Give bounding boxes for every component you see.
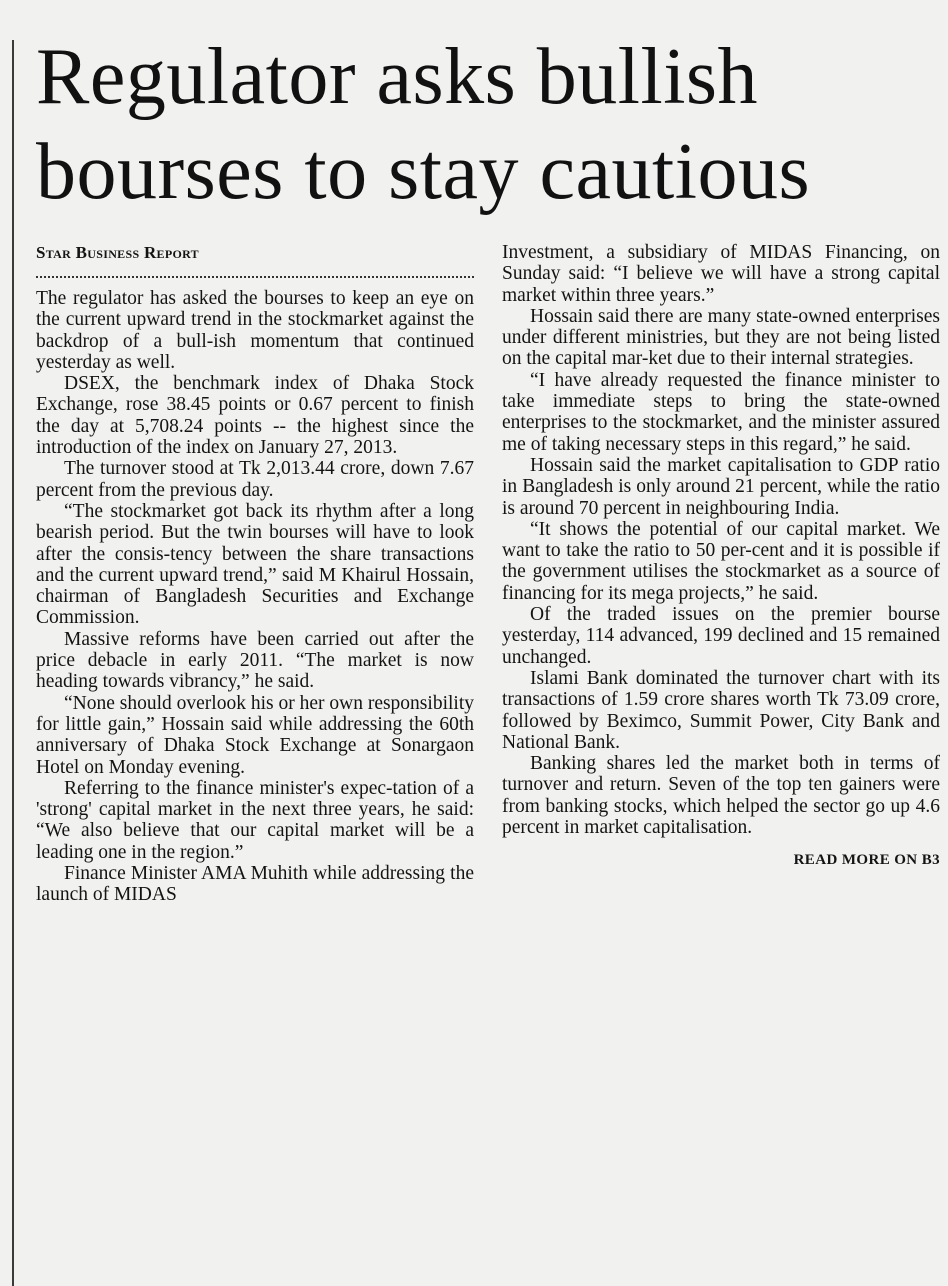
article-column-right <box>502 242 940 906</box>
paragraph: DSEX, the benchmark index of Dhaka Stock Exchange, rose 38.45 points or 0.67 percent to finish the day at 5,708.24 points -- the highest since the introduction of the index on January 27, 2013. <box>36 373 474 459</box>
left-column-rule <box>12 40 14 1286</box>
article-column-left <box>36 242 474 906</box>
paragraph: Massive reforms have been carried out after the price debacle in early 2011. “The market is now heading towards vibrancy,” he said. <box>36 628 474 693</box>
paragraph: Of the traded issues on the premier bourse yesterday, 114 advanced, 199 declined and 15 remained unchanged. <box>502 604 940 668</box>
paragraph: Hossain said there are many state-owned enterprises under different ministries, but they are not being listed on the capital mar-ket due to their internal strategies. <box>502 305 940 370</box>
paragraph: The regulator has asked the bourses to keep an eye on the current upward trend in the stockmarket against the backdrop of a bull-ish momentum that continued yesterday as well. <box>36 288 474 373</box>
headline <box>36 30 936 220</box>
paragraph: The turnover stood at Tk 2,013.44 crore, down 7.67 percent from the previous day. <box>36 458 474 501</box>
paragraph: Hossain said the market capitalisation to GDP ratio in Bangladesh is only around 21 percent, while the ratio is around 70 percent in neighbouring India. <box>502 454 940 519</box>
paragraph: Banking shares led the market both in terms of turnover and return. Seven of the top ten gainers were from banking stocks, which helped the sector go up 4.6 percent in market capitalisation. <box>502 753 940 839</box>
paragraph: Finance Minister AMA Muhith while addressing the launch of MIDAS <box>36 863 474 906</box>
byline: Star Business Report <box>36 243 199 262</box>
paragraph: “I have already requested the finance minister to take immediate steps to bring the state-owned enterprises to the stockmarket, and the minister assured me of taking necessary steps in this regard,” he said. <box>502 369 940 455</box>
paragraph: “It shows the potential of our capital market. We want to take the ratio to 50 per-cent and it is possible if the government utilises the stockmarket as a source of financing for its mega projects,” he said. <box>502 518 940 604</box>
read-more-link[interactable]: READ MORE ON B3 <box>793 852 940 869</box>
paragraph: “None should overlook his or her own responsibility for little gain,” Hossain said while addressing the 60th anniversary of Dhaka Stock Exchange at Sonargaon Hotel on Monday evening. <box>36 692 474 778</box>
paragraph: “The stockmarket got back its rhythm after a long bearish period. But the twin bourses will have to look after the consis-tency between the share transactions and the current upward trend,” said M Khairul Hossain, chairman of Bangladesh Securities and Exchange Commission. <box>36 500 474 629</box>
article-body <box>36 242 940 906</box>
paragraph: Referring to the finance minister's expec-tation of a 'strong' capital market in the next three years, he said: “We also believe that our capital market will be a leading one in the region.” <box>36 777 474 863</box>
headline-line-1: Regulator asks bullish <box>36 33 759 121</box>
headline-line-2: bourses to stay cautious <box>36 128 811 216</box>
dotted-divider <box>36 272 474 278</box>
paragraph: Investment, a subsidiary of MIDAS Financing, on Sunday said: “I believe we will have a strong capital market within three years.” <box>502 242 940 306</box>
paragraph: Islami Bank dominated the turnover chart with its transactions of 1.59 crore shares worth Tk 73.09 crore, followed by Beximco, Summit Power, City Bank and National Bank. <box>502 667 940 753</box>
